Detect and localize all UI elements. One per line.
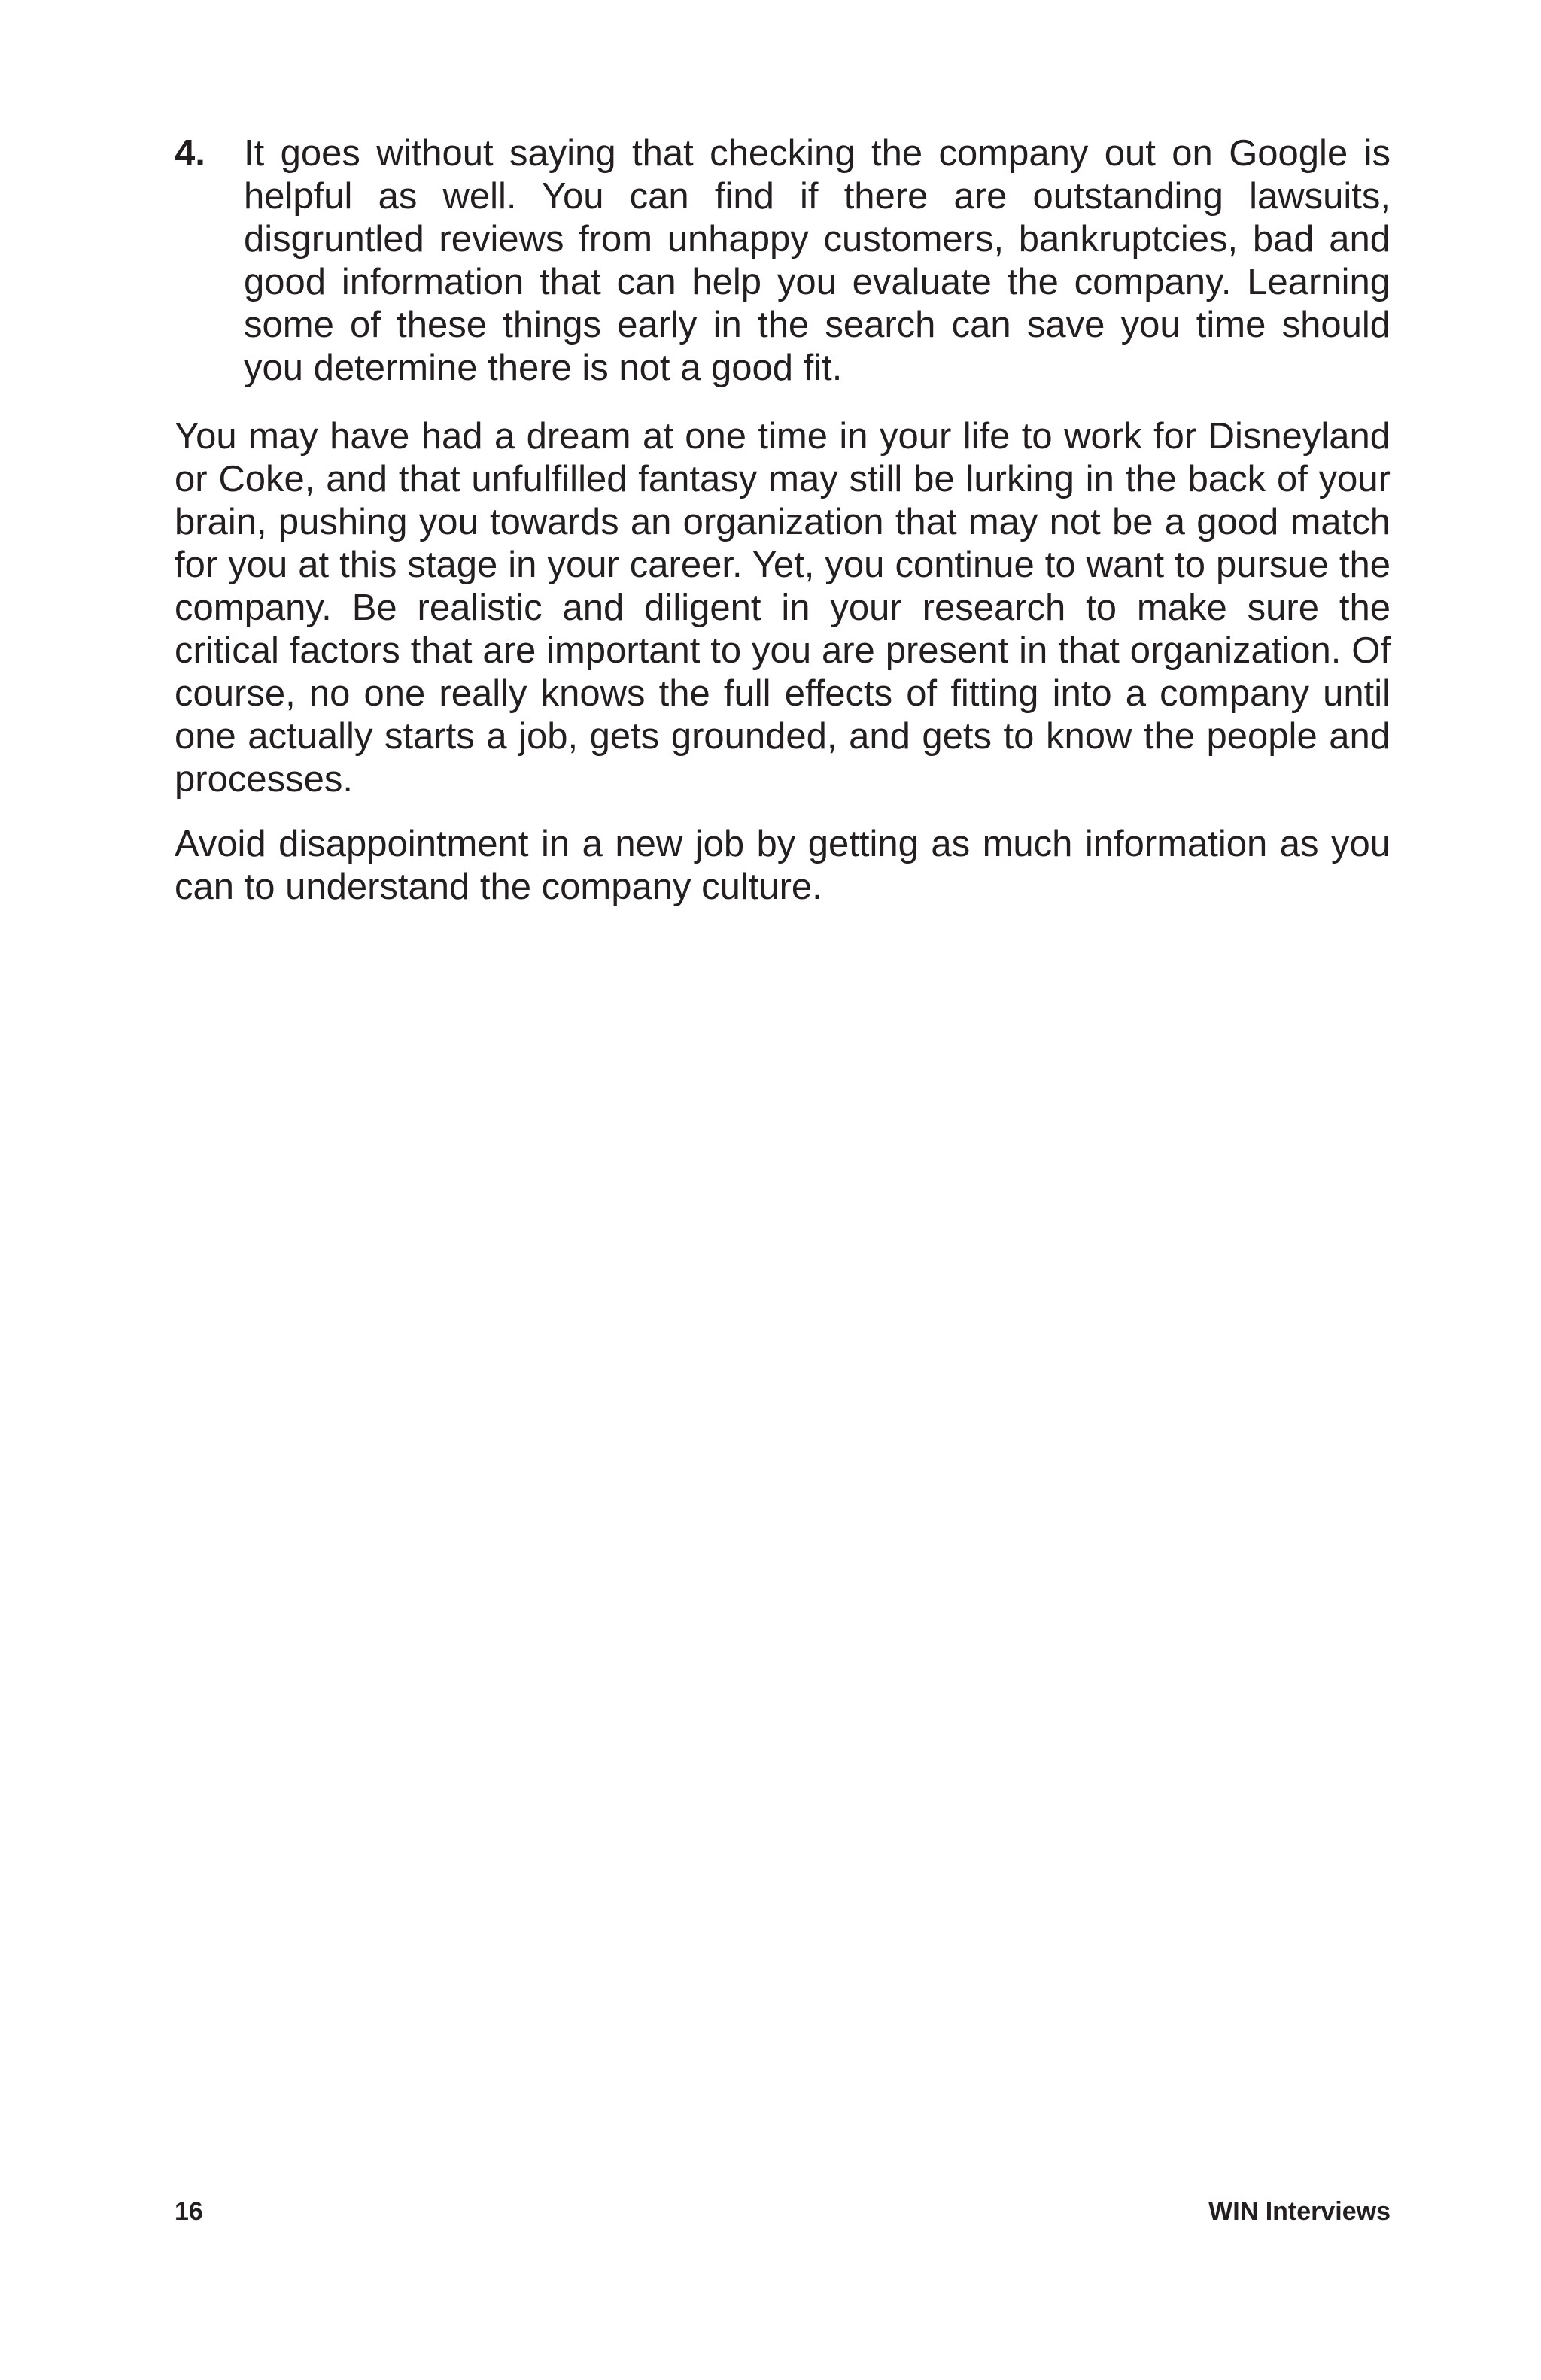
page-footer xyxy=(175,2195,1391,2228)
numbered-list-item xyxy=(175,132,1391,390)
running-footer-title: WIN Interviews xyxy=(1208,2197,1391,2226)
page-number: 16 xyxy=(175,2197,203,2226)
body-paragraph: You may have had a dream at one time in your life to work for Disneyland or Coke, and that unfulfilled fantasy may still be lurking in the back of your brain, pushing you towards an organization that may not be a good match for you at this stage in your career. Yet, you continue to want to pursue the company. Be realistic and diligent in your research to make sure the critical factors that are important to you are present in that organization. Of course, no one really knows the full effects of fitting into a company until one actually starts a job, gets grounded, and gets to know the people and processes. xyxy=(175,416,1391,800)
body-paragraph: Avoid disappointment in a new job by getting as much information as you can to understand the company culture. xyxy=(175,824,1391,907)
list-item-text: It goes without saying that checking the company out on Google is helpful as well. You can find if there are outstanding lawsuits, disgruntled reviews from unhappy customers, bankruptcies, bad and good information that can help you evaluate the company. Learning some of these things early in the search can save you time should you determine there is not a good fit. xyxy=(244,133,1391,388)
list-item-number: 4. xyxy=(175,133,205,174)
